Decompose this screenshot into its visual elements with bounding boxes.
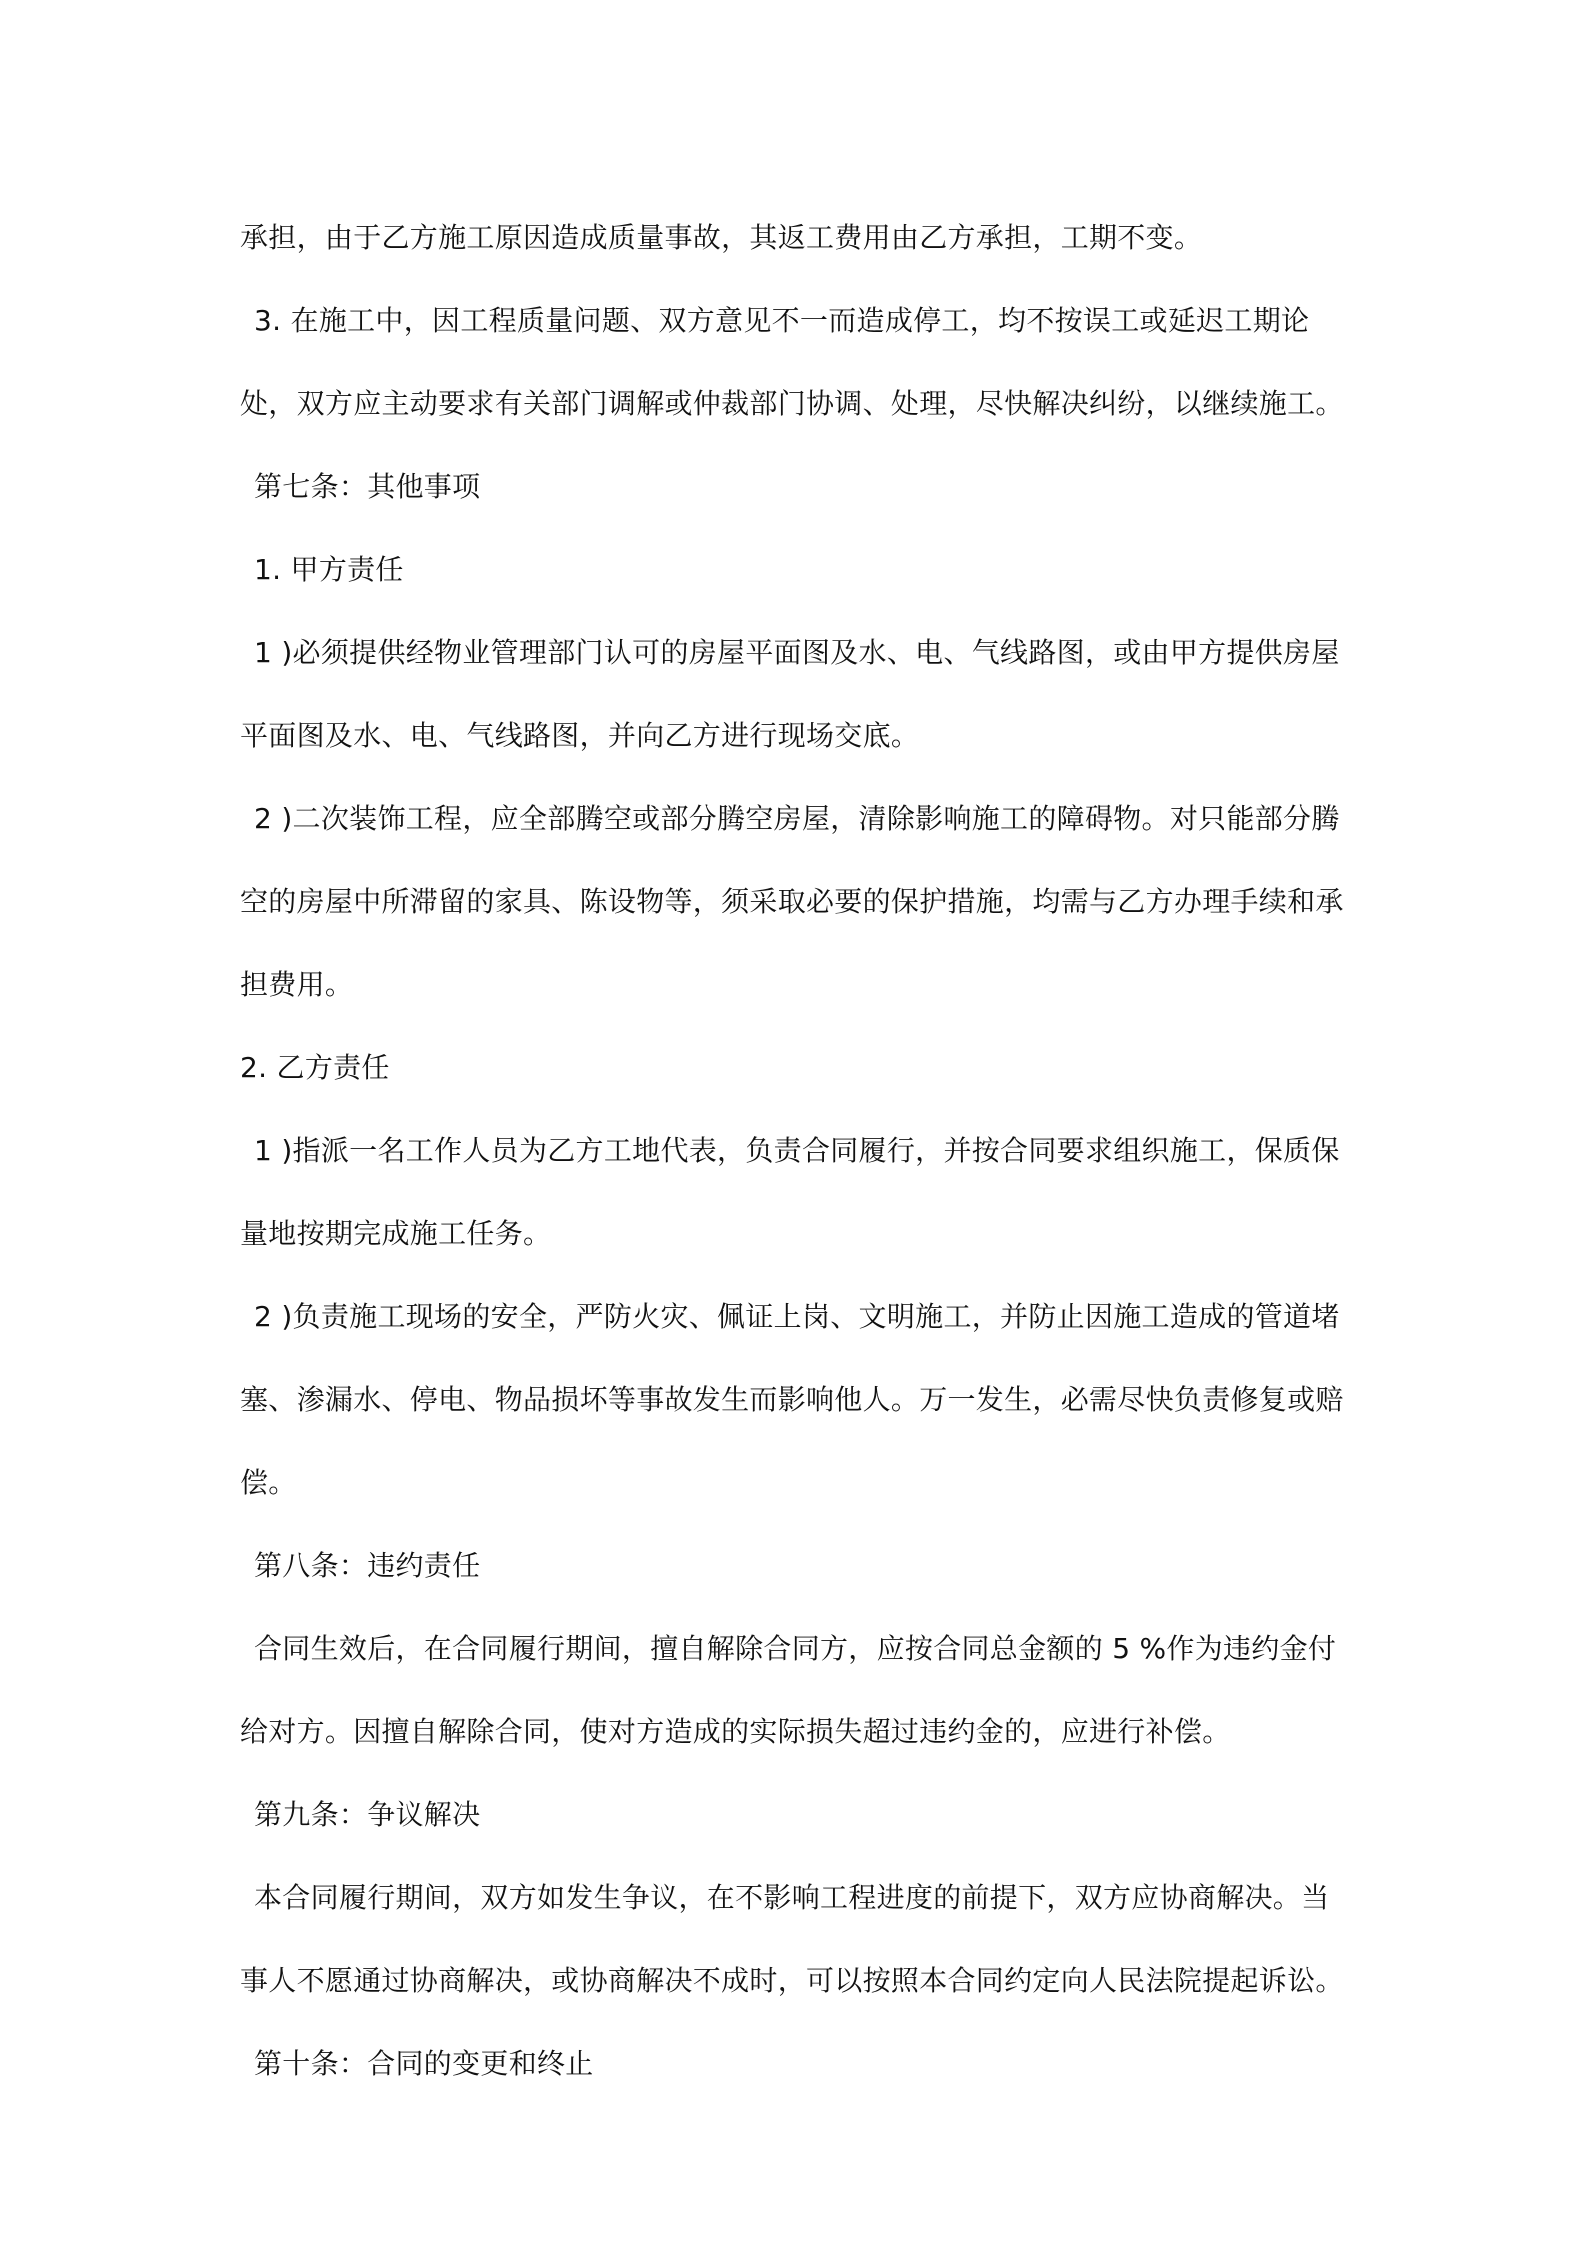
document-body bbox=[240, 196, 1355, 2105]
party-b-responsibility-heading: 2. 乙方责任 bbox=[240, 1051, 390, 1084]
party-b-item-1: 1 )指派一名工作人员为乙方工地代表，负责合同履行，并按合同要求组织施工，保质保量地按期完成施工任务。 bbox=[240, 1134, 1340, 1250]
party-a-item-2: 2 )二次装饰工程，应全部腾空或部分腾空房屋，清除影响施工的障碍物。对只能部分腾空的房屋中所滞留的家具、陈设物等，须采取必要的保护措施，均需与乙方办理手续和承担费用。 bbox=[240, 802, 1344, 1001]
article-9-heading: 第九条：争议解决 bbox=[254, 1798, 481, 1831]
paragraph-continuation: 承担，由于乙方施工原因造成质量事故，其返工费用由乙方承担，工期不变。 bbox=[240, 221, 1203, 254]
article-10-heading: 第十条：合同的变更和终止 bbox=[254, 2047, 594, 2080]
article-7-heading: 第七条：其他事项 bbox=[254, 470, 481, 503]
party-a-responsibility-heading: 1. 甲方责任 bbox=[254, 553, 404, 586]
article-8-body: 合同生效后，在合同履行期间，擅自解除合同方，应按合同总金额的 5 %作为违约金付给对方。因擅自解除合同，使对方造成的实际损失超过违约金的，应进行补偿。 bbox=[240, 1632, 1337, 1748]
article-8-heading: 第八条：违约责任 bbox=[254, 1549, 481, 1582]
article-9-body: 本合同履行期间，双方如发生争议，在不影响工程进度的前提下，双方应协商解决。当事人不愿通过协商解决，或协商解决不成时，可以按照本合同约定向人民法院提起诉讼。 bbox=[240, 1881, 1344, 1997]
party-a-item-1: 1 )必须提供经物业管理部门认可的房屋平面图及水、电、气线路图，或由甲方提供房屋平面图及水、电、气线路图，并向乙方进行现场交底。 bbox=[240, 636, 1340, 752]
paragraph-clause-3: 3. 在施工中，因工程质量问题、双方意见不一而造成停工，均不按误工或延迟工期论处，双方应主动要求有关部门调解或仲裁部门协调、处理，尽快解决纠纷，以继续施工。 bbox=[240, 304, 1344, 420]
party-b-item-2: 2 )负责施工现场的安全，严防火灾、佩证上岗、文明施工，并防止因施工造成的管道堵塞、渗漏水、停电、物品损坏等事故发生而影响他人。万一发生，必需尽快负责修复或赔偿。 bbox=[240, 1300, 1344, 1499]
